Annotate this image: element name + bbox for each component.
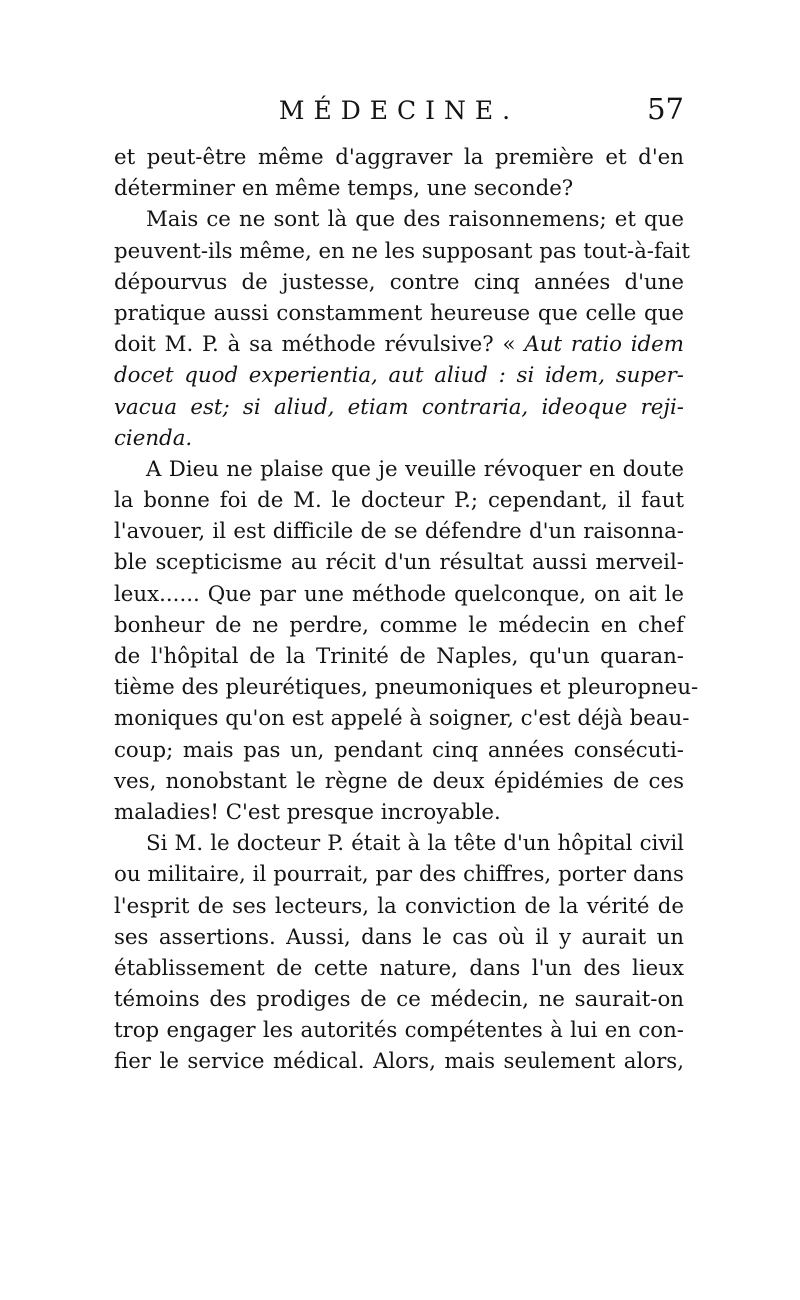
- latin-quote-line: [114, 392, 684, 423]
- text-line: trop engager les autorités compétentes à lui en con-: [114, 1018, 684, 1044]
- text-line: établissement de cette nature, dans l'un des lieux: [114, 955, 684, 981]
- latin-quote-text: vacua est; si aliud, etiam contraria, ideoque reji-: [114, 394, 684, 420]
- running-title: MÉDECINE.: [278, 96, 520, 125]
- text-line: moniques qu'on est appelé à soigner, c'est déjà beau-: [114, 706, 690, 732]
- latin-quote-start: Aut ratio idem: [524, 332, 684, 358]
- text-line: fier le service médical. Alors, mais seulement alors,: [114, 1049, 684, 1075]
- text-line: ou militaire, il pourrait, par des chiffres, porter dans: [114, 862, 684, 888]
- text-line: Si M. le docteur P. était à la tête d'un hôpital civil: [146, 831, 684, 857]
- text-line: témoins des prodiges de ce médecin, ne saurait-on: [114, 987, 684, 1013]
- text-line: et peut-être même d'aggraver la première et d'en: [114, 145, 684, 170]
- text-line: l'esprit de ses lecteurs, la conviction de la vérité de: [114, 893, 684, 919]
- text-line: dépourvus de justesse, contre cinq années d'une: [114, 269, 684, 295]
- paragraph: [114, 204, 690, 454]
- text-line: de l'hôpital de la Trinité de Naples, qu'un quaran-: [114, 644, 684, 669]
- text-line: l'avouer, il est difficile de se défendre d'un raisonna-: [114, 519, 684, 545]
- text-line: peuvent-ils même, en ne les supposant pas tout-à-fait: [114, 238, 690, 264]
- text-line: ves, nonobstant le règne de deux épidémies de ces: [114, 768, 684, 794]
- latin-quote-line: [114, 360, 684, 391]
- page-number: 57: [647, 92, 684, 126]
- text-line: bonheur de ne perdre, comme le médecin en chef: [114, 612, 684, 638]
- text-line: A Dieu ne plaise que je veuille révoquer en doute: [146, 456, 684, 482]
- text-line: leux...... Que par une méthode quelconque, on ait le: [114, 581, 684, 607]
- paragraph: [114, 454, 699, 828]
- text-line: ble scepticisme au récit d'un résultat aussi merveil-: [114, 550, 684, 576]
- page-header: [114, 92, 684, 136]
- text-line: tième des pleurétiques, pneumoniques et pleuropneu-: [114, 675, 699, 701]
- latin-quote-text: cienda.: [114, 425, 193, 451]
- text-line: la bonne foi de M. le docteur P.; cependant, il faut: [114, 488, 684, 514]
- text-line: ses assertions. Aussi, dans le cas où il y aurait un: [114, 924, 684, 950]
- text-line: maladies! C'est presque incroyable.: [114, 799, 501, 825]
- body-text: [114, 142, 699, 1078]
- text-run: doit M. P. à sa méthode révulsive? «: [114, 332, 525, 358]
- text-line: Mais ce ne sont là que des raisonnemens; et que: [146, 207, 684, 233]
- text-line: déterminer en même temps, une seconde?: [114, 176, 574, 202]
- text-line: [114, 329, 684, 360]
- text-line: coup; mais pas un, pendant cinq années consécuti-: [114, 737, 684, 763]
- latin-quote-line: [114, 423, 684, 454]
- text-line: pratique aussi constamment heureuse que celle que: [114, 300, 684, 326]
- latin-quote-text: docet quod experientia, aut aliud : si idem, super-: [114, 363, 684, 389]
- paragraph: [114, 828, 684, 1078]
- paragraph: [114, 142, 684, 204]
